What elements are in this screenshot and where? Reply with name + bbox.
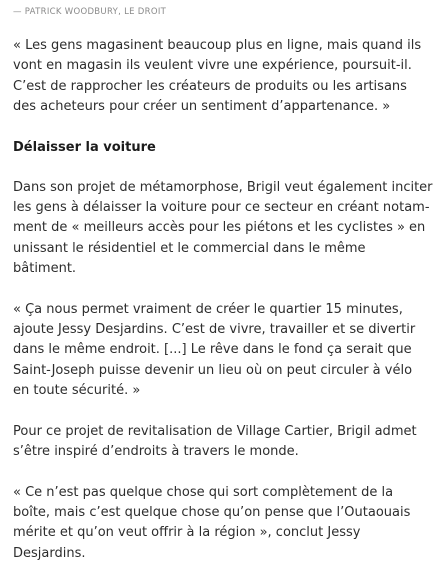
text-line: vont en magasin ils veulent vivre une expérience, poursuit-il. bbox=[13, 56, 441, 76]
text-line: dans le même endroit. [...] Le rêve dans le fond ça serait que bbox=[13, 340, 441, 360]
text-line: unissant le résidentiel et le commercial dans le même bbox=[13, 239, 441, 259]
text-line: boîte, mais c’est quelque chose qu’on pense que l’Outaouais bbox=[13, 503, 441, 523]
text-line: « Ce n’est pas quelque chose qui sort complètement de la bbox=[13, 483, 441, 503]
text-line: Dans son projet de métamorphose, Brigil veut également inciter bbox=[13, 178, 441, 198]
body-paragraph bbox=[13, 422, 441, 463]
text-line: Saint-Joseph puisse devenir un lieu où on peut circuler à vélo bbox=[13, 361, 441, 381]
text-line: s’être inspiré d’endroits à travers le monde. bbox=[13, 442, 441, 462]
quote-paragraph bbox=[13, 483, 441, 564]
quote-paragraph bbox=[13, 36, 441, 118]
photo-credit: — PATRICK WOODBURY, LE DROIT bbox=[13, 6, 441, 18]
text-line: « Les gens magasinent beaucoup plus en ligne, mais quand ils bbox=[13, 36, 441, 56]
quote-paragraph bbox=[13, 300, 441, 402]
text-line: Pour ce projet de revitalisation de Village Cartier, Brigil admet bbox=[13, 422, 441, 442]
text-line: mérite et qu’on veut offrir à la région », conclut Jessy bbox=[13, 523, 441, 543]
text-line: « Ça nous permet vraiment de créer le quartier 15 minutes, bbox=[13, 300, 441, 320]
text-line: ment de « meilleurs accès pour les piétons et les cyclistes » en bbox=[13, 218, 441, 238]
article-body bbox=[13, 0, 441, 564]
text-line: les gens à délaisser la voiture pour ce secteur en créant notam- bbox=[13, 198, 441, 218]
text-line: en toute sécurité. » bbox=[13, 381, 441, 401]
text-line: Desjardins. bbox=[13, 544, 441, 564]
text-line: des acheteurs pour créer un sentiment d’appartenance. » bbox=[13, 97, 441, 117]
body-paragraph bbox=[13, 178, 441, 280]
text-line: bâtiment. bbox=[13, 259, 441, 279]
text-line: ajoute Jessy Desjardins. C’est de vivre, travailler et se divertir bbox=[13, 320, 441, 340]
text-line: C’est de rapprocher les créateurs de produits ou les artisans bbox=[13, 77, 441, 97]
section-subheading: Délaisser la voiture bbox=[13, 138, 441, 158]
